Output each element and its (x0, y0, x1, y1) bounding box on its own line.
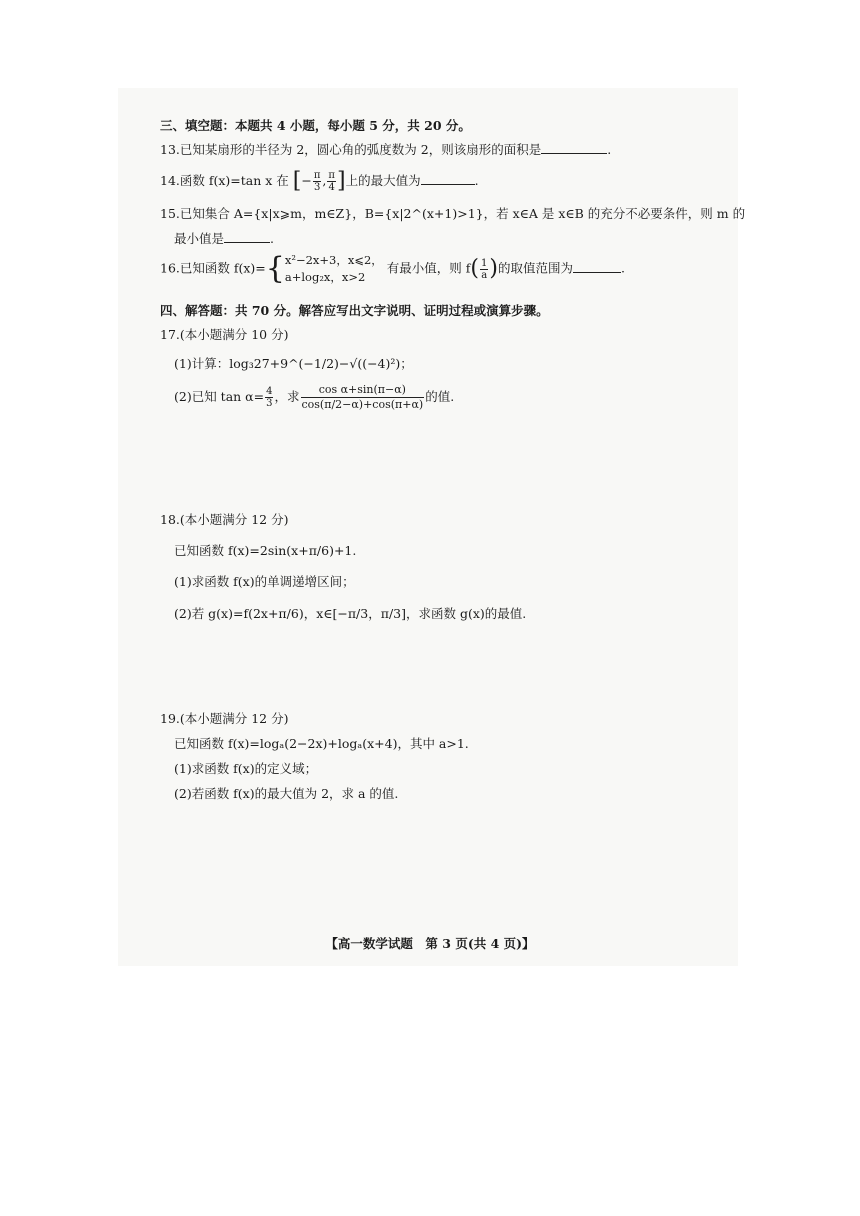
fraction: $\frac{\pi}{3}$ (313, 170, 321, 193)
question-15-line1: 15.已知集合 A={x|x⩾m，m∈Z}，B={x|2^(x+1)>1}，若 x∈A 是 x∈B 的充分不必要条件，则 m 的 (160, 206, 746, 221)
answer-blank-15[interactable] (224, 230, 270, 243)
question-15-line2: 最小值是 . (174, 231, 274, 246)
q14-suffix: 上的最大值为 (345, 173, 421, 188)
question-13: 13.已知某扇形的半径为 2，圆心角的弧度数为 2，则该扇形的面积是 . (160, 142, 612, 157)
page-footer: 【高一数学试题 第 3 页(共 4 页)】 (325, 936, 535, 951)
piecewise: x²−2x+3，x⩽2， a+log₂x，x>2 (284, 253, 383, 284)
fraction: $\frac{4}{3}$ (266, 386, 273, 409)
q19-part1: (1)求函数 f(x)的定义域； (174, 761, 318, 776)
q19-title: 19.(本小题满分 12 分) (160, 711, 289, 726)
section3-heading: 三、填空题：本题共 4 小题，每小题 5 分，共 20 分。 (160, 118, 471, 133)
q14-prefix: 14.函数 f(x)=tan x 在 (160, 173, 289, 188)
section4-heading: 四、解答题：共 70 分。解答应写出文字说明、证明过程或演算步骤。 (160, 303, 549, 318)
q16-prefix: 16.已知函数 f(x)= (160, 260, 266, 276)
q13-text: 13.已知某扇形的半径为 2，圆心角的弧度数为 2，则该扇形的面积是 (160, 142, 542, 157)
q18-part1: (1)求函数 f(x)的单调递增区间； (174, 574, 355, 589)
question-16: 16.已知函数 f(x)={ x²−2x+3，x⩽2， a+log₂x，x>2 有最小值，则 f( $\frac{1}{a}$ )的取值范围为 . (160, 251, 625, 286)
answer-blank-16[interactable] (573, 260, 621, 273)
q19-given: 已知函数 f(x)=logₐ(2−2x)+logₐ(x+4)，其中 a>1. (174, 736, 469, 751)
q18-title: 18.(本小题满分 12 分) (160, 512, 289, 527)
q18-part2: (2)若 g(x)=f(2x+π/6)，x∈[−π/3，π/3]，求函数 g(x)的最值. (174, 606, 527, 621)
q17-title: 17.(本小题满分 10 分) (160, 327, 289, 342)
q18-given: 已知函数 f(x)=2sin(x+π/6)+1. (174, 543, 357, 558)
q17-part2: (2)已知 tan α= $\frac{4}{3}$ ，求 $\frac{\text{cos α+sin(π−α)}}{\cos(\pi/2-\alpha)+\cos(\pi+\alpha)}$ 的值. (174, 383, 455, 411)
brace: { (265, 251, 285, 286)
question-14: 14.函数 f(x)=tan x 在 [− $\frac{\pi}{3}$ , $\frac{\pi}{4}$ ]上的最大值为 . (160, 168, 479, 194)
fraction: $\frac{1}{a}$ (480, 257, 488, 281)
q17-part1: (1)计算：log₃27+9^(−1/2)−√((−4)²)； (174, 356, 413, 371)
big-fraction: $\frac{\text{cos α+sin(π−α)}}{\cos(\pi/2-\alpha)+\cos(\pi+\alpha)}$ (301, 383, 424, 411)
answer-blank-13[interactable] (541, 141, 607, 154)
q19-part2: (2)若函数 f(x)的最大值为 2，求 a 的值. (174, 786, 399, 801)
fraction: $\frac{\pi}{4}$ (328, 170, 335, 193)
answer-blank-14[interactable] (421, 172, 475, 185)
